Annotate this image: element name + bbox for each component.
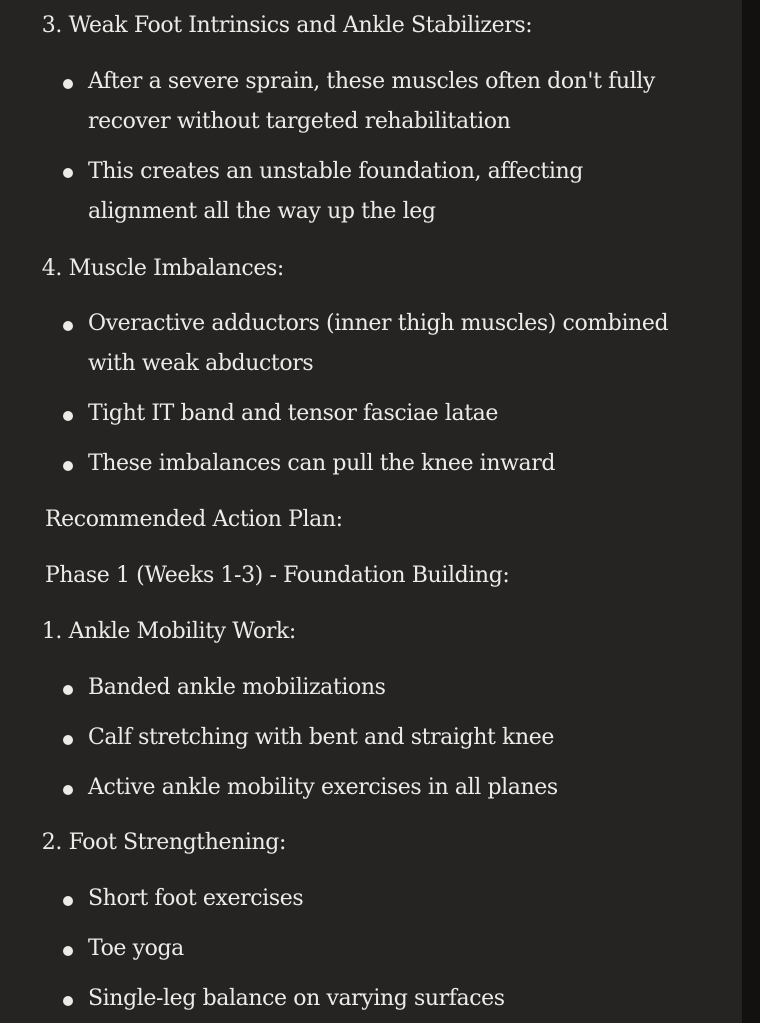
phase-title: Phase 1 (Weeks 1-3) - Foundation Building:: [45, 563, 510, 588]
bullet-dot: [63, 996, 73, 1006]
bullet-line: After a severe sprain, these muscles often don't fully: [88, 69, 655, 94]
heading-text: Weak Foot Intrinsics and Ankle Stabilizers:: [68, 13, 533, 38]
bullet-line: Overactive adductors (inner thigh muscles) combined: [88, 311, 669, 336]
bullet-dot: [63, 735, 73, 745]
bullet-dot: [63, 321, 73, 331]
bullet-line: Banded ankle mobilizations: [88, 675, 386, 700]
bullet-dot: [63, 896, 73, 906]
bullet-line: Tight IT band and tensor fasciae latae: [88, 401, 498, 426]
bullet-dot: [63, 785, 73, 795]
numbered-heading: [36, 612, 296, 652]
numbered-heading: [36, 249, 284, 289]
bullet-line: Short foot exercises: [88, 886, 304, 911]
bullet-line: These imbalances can pull the knee inward: [88, 451, 556, 476]
bullet-line: alignment all the way up the leg: [88, 199, 436, 224]
bullet-line: This creates an unstable foundation, affecting: [88, 159, 583, 184]
bullet-line: recover without targeted rehabilitation: [88, 109, 511, 134]
list-number: 4.: [41, 256, 62, 281]
bullet-dot: [63, 946, 73, 956]
heading-text: Foot Strengthening:: [68, 830, 286, 855]
bullet-dot: [63, 461, 73, 471]
list-number: 2.: [41, 830, 62, 855]
bullet-line: Single-leg balance on varying surfaces: [88, 986, 505, 1011]
numbered-heading: [36, 823, 286, 863]
bullet-line: Active ankle mobility exercises in all planes: [88, 775, 558, 800]
heading-text: Muscle Imbalances:: [68, 256, 284, 281]
bullet-dot: [63, 685, 73, 695]
heading-text: Ankle Mobility Work:: [68, 619, 296, 644]
list-number: 1.: [41, 619, 62, 644]
bullet-dot: [63, 411, 73, 421]
bullet-dot: [63, 79, 73, 89]
bullet-line: with weak abductors: [88, 351, 314, 376]
numbered-heading: [36, 6, 532, 46]
list-number: 3.: [41, 13, 62, 38]
plan-title: Recommended Action Plan:: [45, 507, 343, 532]
bullet-line: Calf stretching with bent and straight knee: [88, 725, 554, 750]
bullet-line: Toe yoga: [88, 936, 184, 961]
bullet-dot: [63, 168, 73, 178]
